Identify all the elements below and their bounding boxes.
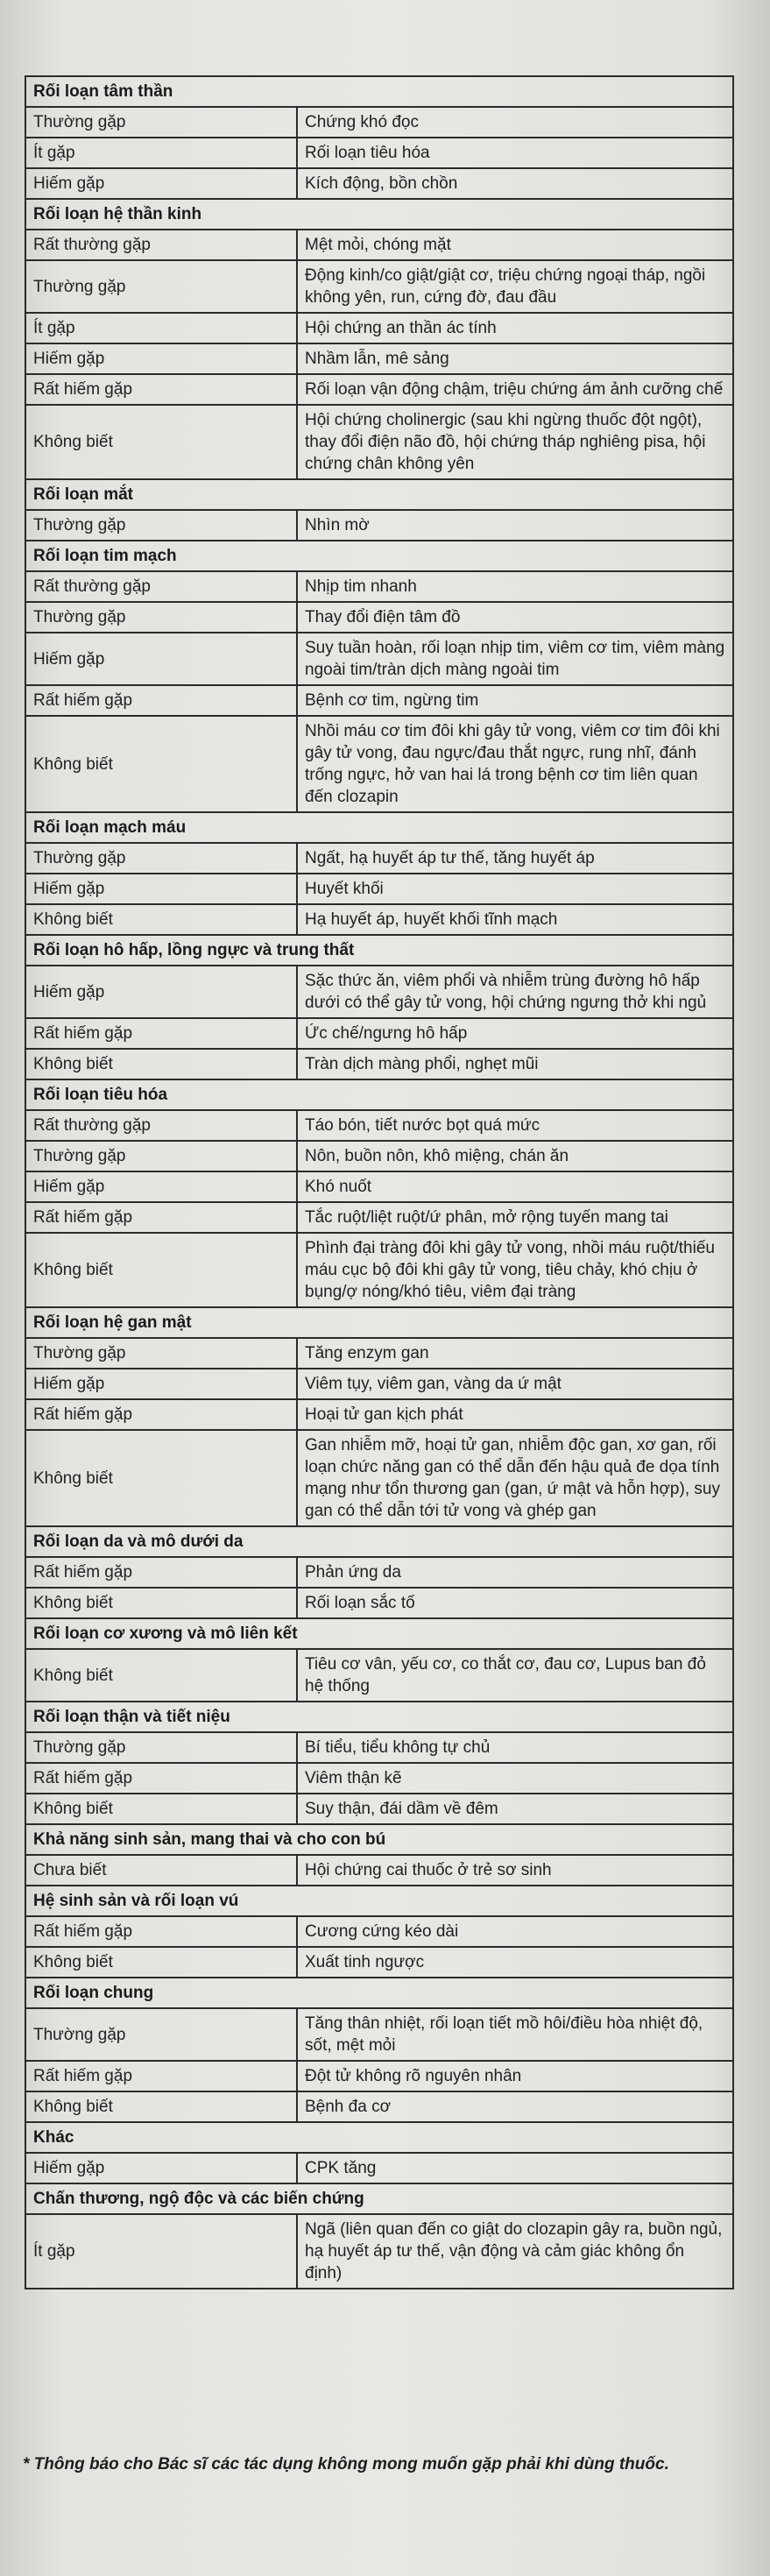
table-row <box>25 904 733 935</box>
table-row <box>25 1947 733 1978</box>
effect-cell: Rối loạn tiêu hóa <box>297 138 733 168</box>
frequency-cell: Thường gặp <box>25 1732 297 1763</box>
table-row <box>25 313 733 343</box>
section-header-row <box>25 2183 733 2214</box>
effect-cell: Suy tuần hoàn, rối loạn nhịp tim, viêm cơ tim, viêm màng ngoài tim/tràn dịch màng ngoài tim <box>297 633 733 685</box>
table-row <box>25 374 733 405</box>
frequency-cell: Rất hiếm gặp <box>25 1202 297 1233</box>
table-row <box>25 1369 733 1399</box>
frequency-cell: Hiếm gặp <box>25 343 297 374</box>
section-header-row <box>25 541 733 571</box>
frequency-cell: Thường gặp <box>25 602 297 633</box>
effect-cell: Ngất, hạ huyết áp tư thế, tăng huyết áp <box>297 843 733 874</box>
effect-cell: Ức chế/ngưng hô hấp <box>297 1018 733 1049</box>
table-row <box>25 2061 733 2091</box>
table-row <box>25 1233 733 1307</box>
effect-cell: Viêm thận kẽ <box>297 1763 733 1794</box>
effect-cell: Huyết khối <box>297 874 733 904</box>
frequency-cell: Rất hiếm gặp <box>25 374 297 405</box>
frequency-cell: Thường gặp <box>25 1338 297 1369</box>
table-row <box>25 1430 733 1526</box>
table-row <box>25 1141 733 1171</box>
frequency-cell: Chưa biết <box>25 1855 297 1886</box>
section-header-row <box>25 1978 733 2008</box>
effect-cell: Nhồi máu cơ tim đôi khi gây tử vong, viêm cơ tim đôi khi gây tử vong, đau ngực/đau thắt ngực, rung nhĩ, đánh trống ngực, hở van hai lá trong bệnh cơ tim liên quan đến clozapin <box>297 716 733 812</box>
frequency-cell: Hiếm gặp <box>25 1171 297 1202</box>
effect-cell: Hoại tử gan kịch phát <box>297 1399 733 1430</box>
table-row <box>25 571 733 602</box>
section-header-row <box>25 812 733 843</box>
table-row <box>25 168 733 199</box>
section-title: Rối loạn tiêu hóa <box>25 1079 733 1110</box>
frequency-cell: Không biết <box>25 904 297 935</box>
frequency-cell: Hiếm gặp <box>25 168 297 199</box>
frequency-cell: Rất thường gặp <box>25 571 297 602</box>
section-header-row <box>25 1618 733 1649</box>
frequency-cell: Rất hiếm gặp <box>25 1018 297 1049</box>
effect-cell: Táo bón, tiết nước bọt quá mức <box>297 1110 733 1141</box>
effect-cell: Nôn, buồn nôn, khô miệng, chán ăn <box>297 1141 733 1171</box>
frequency-cell: Ít gặp <box>25 2214 297 2289</box>
effect-cell: Tràn dịch màng phổi, nghẹt mũi <box>297 1049 733 1079</box>
effect-cell: Tắc ruột/liệt ruột/ứ phân, mở rộng tuyến mang tai <box>297 1202 733 1233</box>
section-header-row <box>25 2122 733 2153</box>
frequency-cell: Rất thường gặp <box>25 230 297 260</box>
effect-cell: Phản ứng da <box>297 1557 733 1588</box>
table-row <box>25 685 733 716</box>
section-header-row <box>25 1526 733 1557</box>
effect-cell: Chứng khó đọc <box>297 107 733 138</box>
frequency-cell: Rất thường gặp <box>25 1110 297 1141</box>
table-row <box>25 1018 733 1049</box>
table-row <box>25 1916 733 1947</box>
table-row <box>25 1110 733 1141</box>
table-row <box>25 1399 733 1430</box>
frequency-cell: Thường gặp <box>25 1141 297 1171</box>
effect-cell: Hội chứng cai thuốc ở trẻ sơ sinh <box>297 1855 733 1886</box>
frequency-cell: Thường gặp <box>25 843 297 874</box>
effect-cell: Nhầm lẫn, mê sảng <box>297 343 733 374</box>
frequency-cell: Rất hiếm gặp <box>25 685 297 716</box>
table-row <box>25 2214 733 2289</box>
effect-cell: Động kinh/co giật/giật cơ, triệu chứng ngoại tháp, ngồi không yên, run, cứng đờ, đau đầu <box>297 260 733 313</box>
effect-cell: Bí tiểu, tiểu không tự chủ <box>297 1732 733 1763</box>
table-row <box>25 138 733 168</box>
table-row <box>25 1855 733 1886</box>
frequency-cell: Không biết <box>25 1430 297 1526</box>
frequency-cell: Thường gặp <box>25 2008 297 2061</box>
frequency-cell: Rất hiếm gặp <box>25 1557 297 1588</box>
section-title: Rối loạn cơ xương và mô liên kết <box>25 1618 733 1649</box>
table-row <box>25 874 733 904</box>
frequency-cell: Rất hiếm gặp <box>25 1763 297 1794</box>
table-row <box>25 1794 733 1824</box>
section-header-row <box>25 1702 733 1732</box>
table-row <box>25 107 733 138</box>
effect-cell: Hạ huyết áp, huyết khối tĩnh mạch <box>297 904 733 935</box>
table-row <box>25 2008 733 2061</box>
frequency-cell: Không biết <box>25 1649 297 1702</box>
table-row <box>25 1202 733 1233</box>
section-header-row <box>25 76 733 107</box>
effect-cell: Tăng enzym gan <box>297 1338 733 1369</box>
section-title: Chấn thương, ngộ độc và các biến chứng <box>25 2183 733 2214</box>
frequency-cell: Rất hiếm gặp <box>25 1916 297 1947</box>
frequency-cell: Hiếm gặp <box>25 2153 297 2183</box>
frequency-cell: Không biết <box>25 1947 297 1978</box>
section-header-row <box>25 1886 733 1916</box>
table-row <box>25 716 733 812</box>
table-row <box>25 843 733 874</box>
section-title: Rối loạn hệ thần kinh <box>25 199 733 230</box>
table-row <box>25 1588 733 1618</box>
frequency-cell: Ít gặp <box>25 138 297 168</box>
effect-cell: Ngã (liên quan đến co giật do clozapin gây ra, buồn ngủ, hạ huyết áp tư thế, vận động và cảm giác không ổn định) <box>297 2214 733 2289</box>
adverse-reactions-table <box>25 75 734 2289</box>
effect-cell: Rối loạn vận động chậm, triệu chứng ám ảnh cưỡng chế <box>297 374 733 405</box>
frequency-cell: Hiếm gặp <box>25 966 297 1018</box>
effect-cell: Khó nuốt <box>297 1171 733 1202</box>
effect-cell: Xuất tinh ngược <box>297 1947 733 1978</box>
frequency-cell: Hiếm gặp <box>25 874 297 904</box>
frequency-cell: Không biết <box>25 1049 297 1079</box>
effect-cell: Thay đổi điện tâm đồ <box>297 602 733 633</box>
section-header-row <box>25 199 733 230</box>
table-row <box>25 230 733 260</box>
table-row <box>25 510 733 541</box>
effect-cell: Cương cứng kéo dài <box>297 1916 733 1947</box>
table-row <box>25 343 733 374</box>
table-row <box>25 1171 733 1202</box>
section-header-row <box>25 1824 733 1855</box>
section-title: Rối loạn thận và tiết niệu <box>25 1702 733 1732</box>
effect-cell: Nhìn mờ <box>297 510 733 541</box>
section-title: Rối loạn hô hấp, lồng ngực và trung thất <box>25 935 733 966</box>
effect-cell: Kích động, bồn chồn <box>297 168 733 199</box>
frequency-cell: Không biết <box>25 1233 297 1307</box>
section-title: Hệ sinh sản và rối loạn vú <box>25 1886 733 1916</box>
frequency-cell: Không biết <box>25 405 297 479</box>
table-row <box>25 1338 733 1369</box>
table-row <box>25 1049 733 1079</box>
effect-cell: Viêm tụy, viêm gan, vàng da ứ mật <box>297 1369 733 1399</box>
table-row <box>25 1732 733 1763</box>
section-title: Rối loạn mạch máu <box>25 812 733 843</box>
effect-cell: Sặc thức ăn, viêm phổi và nhiễm trùng đường hô hấp dưới có thể gây tử vong, hội chứng ngưng thở khi ngủ <box>297 966 733 1018</box>
effect-cell: Bệnh đa cơ <box>297 2091 733 2122</box>
table-row <box>25 405 733 479</box>
frequency-cell: Hiếm gặp <box>25 1369 297 1399</box>
section-title: Rối loạn hệ gan mật <box>25 1307 733 1338</box>
section-title: Rối loạn mắt <box>25 479 733 510</box>
frequency-cell: Rất hiếm gặp <box>25 1399 297 1430</box>
frequency-cell: Không biết <box>25 716 297 812</box>
table-row <box>25 602 733 633</box>
effect-cell: Đột tử không rõ nguyên nhân <box>297 2061 733 2091</box>
table-row <box>25 1763 733 1794</box>
effect-cell: Tiêu cơ vân, yếu cơ, co thắt cơ, đau cơ, Lupus ban đỏ hệ thống <box>297 1649 733 1702</box>
frequency-cell: Thường gặp <box>25 260 297 313</box>
frequency-cell: Rất hiếm gặp <box>25 2061 297 2091</box>
table-body <box>25 76 733 2289</box>
effect-cell: Mệt mỏi, chóng mặt <box>297 230 733 260</box>
frequency-cell: Thường gặp <box>25 510 297 541</box>
frequency-cell: Không biết <box>25 2091 297 2122</box>
section-header-row <box>25 935 733 966</box>
table-row <box>25 2153 733 2183</box>
section-title: Rối loạn tim mạch <box>25 541 733 571</box>
effect-cell: Suy thận, đái dầm về đêm <box>297 1794 733 1824</box>
section-title: Rối loạn tâm thần <box>25 76 733 107</box>
section-header-row <box>25 1307 733 1338</box>
section-header-row <box>25 1079 733 1110</box>
effect-cell: CPK tăng <box>297 2153 733 2183</box>
section-title: Rối loạn da và mô dưới da <box>25 1526 733 1557</box>
frequency-cell: Ít gặp <box>25 313 297 343</box>
effect-cell: Gan nhiễm mỡ, hoại tử gan, nhiễm độc gan, xơ gan, rối loạn chức năng gan có thể dẫn đến hậu quả đe dọa tính mạng như tổn thương gan (gan, ứ mật và hỗn hợp), suy gan có thể dẫn tới tử vong và ghép gan <box>297 1430 733 1526</box>
frequency-cell: Thường gặp <box>25 107 297 138</box>
frequency-cell: Không biết <box>25 1794 297 1824</box>
frequency-cell: Hiếm gặp <box>25 633 297 685</box>
frequency-cell: Không biết <box>25 1588 297 1618</box>
effect-cell: Bệnh cơ tim, ngừng tim <box>297 685 733 716</box>
table-row <box>25 2091 733 2122</box>
section-title: Rối loạn chung <box>25 1978 733 2008</box>
table-row <box>25 260 733 313</box>
section-title: Khác <box>25 2122 733 2153</box>
table-row <box>25 1557 733 1588</box>
effect-cell: Hội chứng cholinergic (sau khi ngừng thuốc đột ngột), thay đổi điện não đồ, hội chứng tháp nghiêng pisa, hội chứng chân không yên <box>297 405 733 479</box>
effect-cell: Hội chứng an thần ác tính <box>297 313 733 343</box>
section-header-row <box>25 479 733 510</box>
effect-cell: Rối loạn sắc tố <box>297 1588 733 1618</box>
effect-cell: Nhịp tim nhanh <box>297 571 733 602</box>
table-row <box>25 1649 733 1702</box>
effect-cell: Tăng thân nhiệt, rối loạn tiết mồ hôi/điều hòa nhiệt độ, sốt, mệt mỏi <box>297 2008 733 2061</box>
footnote: * Thông báo cho Bác sĩ các tác dụng không mong muốn gặp phải khi dùng thuốc. <box>23 2455 669 2473</box>
section-title: Khả năng sinh sản, mang thai và cho con bú <box>25 1824 733 1855</box>
table-row <box>25 966 733 1018</box>
table-row <box>25 633 733 685</box>
effect-cell: Phình đại tràng đôi khi gây tử vong, nhồi máu ruột/thiếu máu cục bộ đôi khi gây tử vong, tiêu chảy, khó chịu ở bụng/ợ nóng/khó tiêu, viêm đại tràng <box>297 1233 733 1307</box>
